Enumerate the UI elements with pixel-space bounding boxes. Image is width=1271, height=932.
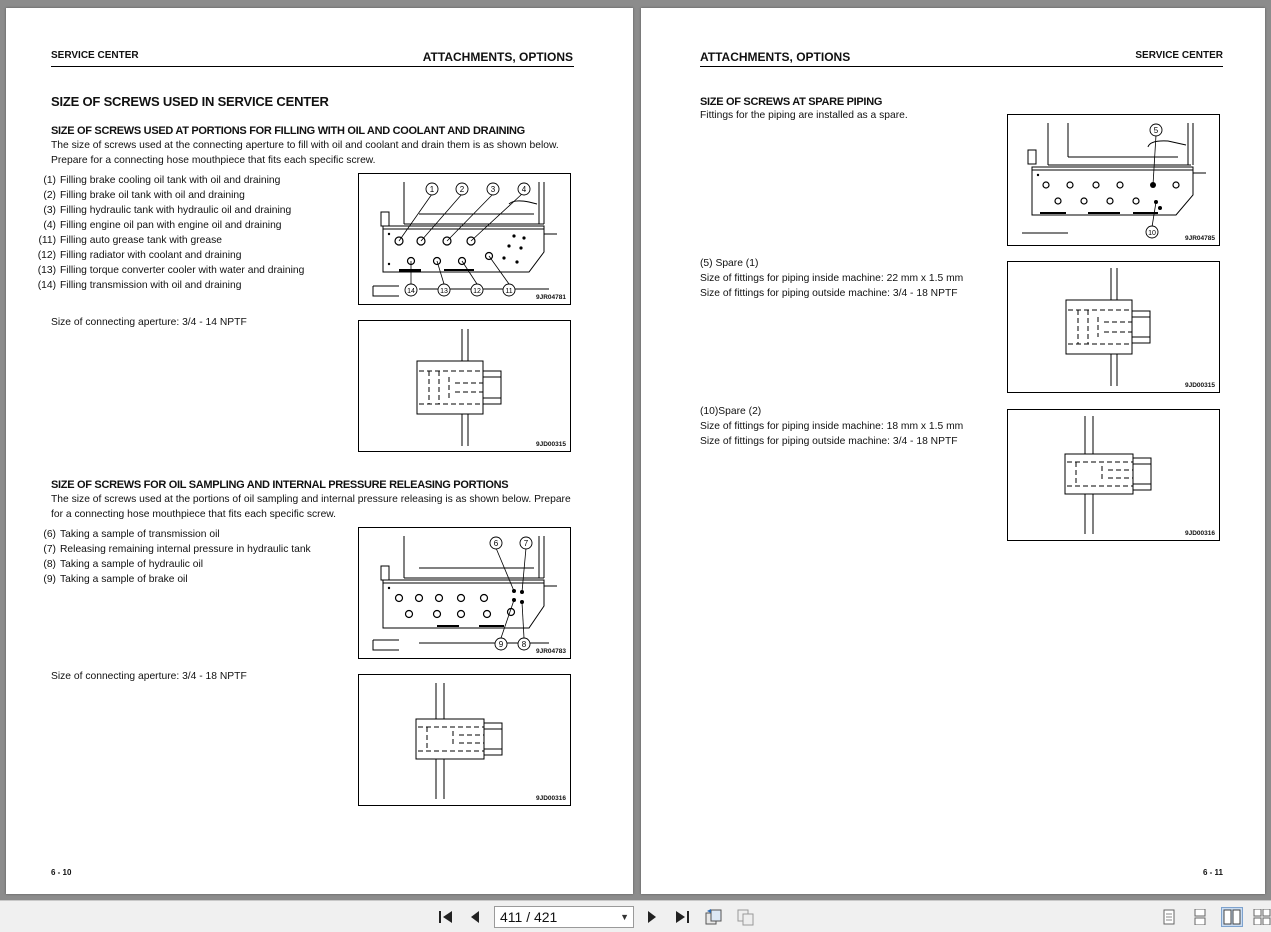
left-header-chapter: ATTACHMENTS, OPTIONS	[422, 50, 573, 64]
prev-page-icon[interactable]	[465, 907, 485, 927]
spare1-title: (5) Spare (1)	[700, 258, 759, 269]
list-item: (9) Taking a sample of brake oil	[43, 574, 188, 585]
page-indicator-text: 411 / 421	[500, 909, 558, 925]
figure-code: 9JR04785	[1185, 235, 1215, 242]
callout-9: 9	[498, 640, 504, 649]
chevron-down-icon[interactable]: ▼	[620, 912, 629, 922]
right-page	[641, 8, 1265, 894]
section2-aperture-size: Size of connecting aperture: 3/4 - 18 NPTF	[51, 671, 247, 682]
spare1-outside-size: Size of fittings for piping outside machine: 3/4 - 18 NPTF	[700, 288, 958, 299]
right-header-chapter: ATTACHMENTS, OPTIONS	[700, 50, 851, 64]
list-item: (2) Filling brake oil tank with oil and draining	[43, 190, 245, 201]
two-page-continuous-icon[interactable]	[1251, 907, 1271, 927]
callout-5: 5	[1153, 126, 1159, 135]
left-page	[6, 8, 633, 894]
figure-spare1-fitting	[1007, 261, 1220, 393]
right-header-section: SERVICE CENTER	[1135, 50, 1223, 61]
callout-4: 4	[521, 185, 527, 194]
right-page-number: 6 - 11	[1202, 868, 1223, 877]
callout-3: 3	[490, 185, 496, 194]
first-page-icon[interactable]	[436, 907, 456, 927]
figure-code: 9JR04783	[536, 648, 566, 655]
list-item: (13) Filling torque converter cooler with water and draining	[37, 265, 305, 276]
section2-list	[34, 527, 311, 587]
list-item: (14) Filling transmission with oil and draining	[37, 280, 242, 291]
spare1-description	[700, 256, 963, 301]
viewer-toolbar	[0, 900, 1271, 932]
list-item: (3) Filling hydraulic tank with hydraulic oil and draining	[43, 205, 292, 216]
callout-14: 14	[407, 288, 415, 295]
section1-para-line2: Prepare for a connecting hose mouthpiece that fits each specific screw.	[51, 155, 376, 166]
list-item: (7) Releasing remaining internal pressure in hydraulic tank	[43, 544, 311, 555]
spare2-title: (10)Spare (2)	[700, 406, 762, 417]
left-page-number: 6 - 10	[51, 868, 72, 877]
page-number-input[interactable]	[494, 906, 634, 928]
figure-code: 9JD00316	[1185, 530, 1215, 537]
callout-6: 6	[493, 539, 499, 548]
list-item: (4) Filling engine oil pan with engine oil and draining	[43, 220, 282, 231]
figure-code: 9JD00315	[536, 441, 566, 448]
figure-sampling-ports	[358, 527, 571, 659]
callout-7: 7	[523, 539, 529, 548]
callout-8: 8	[521, 640, 527, 649]
spare2-outside-size: Size of fittings for piping outside machine: 3/4 - 18 NPTF	[700, 436, 958, 447]
figure-fitting-18nptf	[358, 674, 571, 806]
figure-spare-piping	[1007, 114, 1220, 246]
callout-1: 1	[429, 185, 435, 194]
list-item: (6) Taking a sample of transmission oil	[43, 529, 220, 540]
figure-code: 9JR04781	[536, 294, 566, 301]
section1-list	[34, 173, 304, 293]
figure-code: 9JD00315	[1185, 382, 1215, 389]
page-title: SIZE OF SCREWS USED IN SERVICE CENTER	[51, 94, 329, 109]
list-item: (11) Filling auto grease tank with grease	[38, 235, 222, 246]
section2-heading: SIZE OF SCREWS FOR OIL SAMPLING AND INTERNAL PRESSURE RELEASING PORTIONS	[51, 479, 509, 491]
spare-piping-intro: Fittings for the piping are installed as a spare.	[700, 110, 908, 121]
callout-2: 2	[459, 185, 465, 194]
list-item: (1) Filling brake cooling oil tank with oil and draining	[43, 175, 281, 186]
rotate-icon[interactable]	[704, 907, 724, 927]
left-header-section: SERVICE CENTER	[51, 50, 139, 61]
spare1-inside-size: Size of fittings for piping inside machine: 22 mm x 1.5 mm	[700, 273, 964, 284]
section1-aperture-size: Size of connecting aperture: 3/4 - 14 NPTF	[51, 317, 247, 328]
list-item: (8) Taking a sample of hydraulic oil	[43, 559, 204, 570]
figure-spare2-fitting	[1007, 409, 1220, 541]
section1-heading: SIZE OF SCREWS USED AT PORTIONS FOR FILLING WITH OIL AND COOLANT AND DRAINING	[51, 125, 525, 137]
fit-icon[interactable]	[736, 907, 756, 927]
section1-paragraph	[51, 138, 581, 168]
section1-para-line1: The size of screws used at the connecting aperture to fill with oil and coolant and drain them is as shown below.	[51, 140, 559, 151]
section2-para-line1: The size of screws used at the portions of oil sampling and internal pressure releasing is as shown below. Prepare	[51, 494, 571, 505]
left-header-rule	[51, 66, 574, 67]
two-page-icon[interactable]	[1221, 907, 1243, 927]
callout-12: 12	[473, 288, 481, 295]
callout-10: 10	[1148, 230, 1156, 237]
spare-piping-heading: SIZE OF SCREWS AT SPARE PIPING	[700, 96, 883, 108]
section2-paragraph	[51, 492, 581, 522]
figure-fitting-14nptf	[358, 320, 571, 452]
single-page-icon[interactable]	[1158, 907, 1180, 927]
continuous-icon[interactable]	[1189, 907, 1211, 927]
spare2-description	[700, 404, 963, 449]
last-page-icon[interactable]	[672, 907, 692, 927]
figure-filling-ports	[358, 173, 571, 305]
next-page-icon[interactable]	[642, 907, 662, 927]
figure-code: 9JD00316	[536, 795, 566, 802]
right-header-rule	[700, 66, 1223, 67]
section2-para-line2: for a connecting hose mouthpiece that fits each specific screw.	[51, 509, 337, 520]
spare2-inside-size: Size of fittings for piping inside machine: 18 mm x 1.5 mm	[700, 421, 964, 432]
callout-13: 13	[440, 288, 448, 295]
callout-11: 11	[505, 288, 513, 295]
list-item: (12) Filling radiator with coolant and draining	[37, 250, 242, 261]
